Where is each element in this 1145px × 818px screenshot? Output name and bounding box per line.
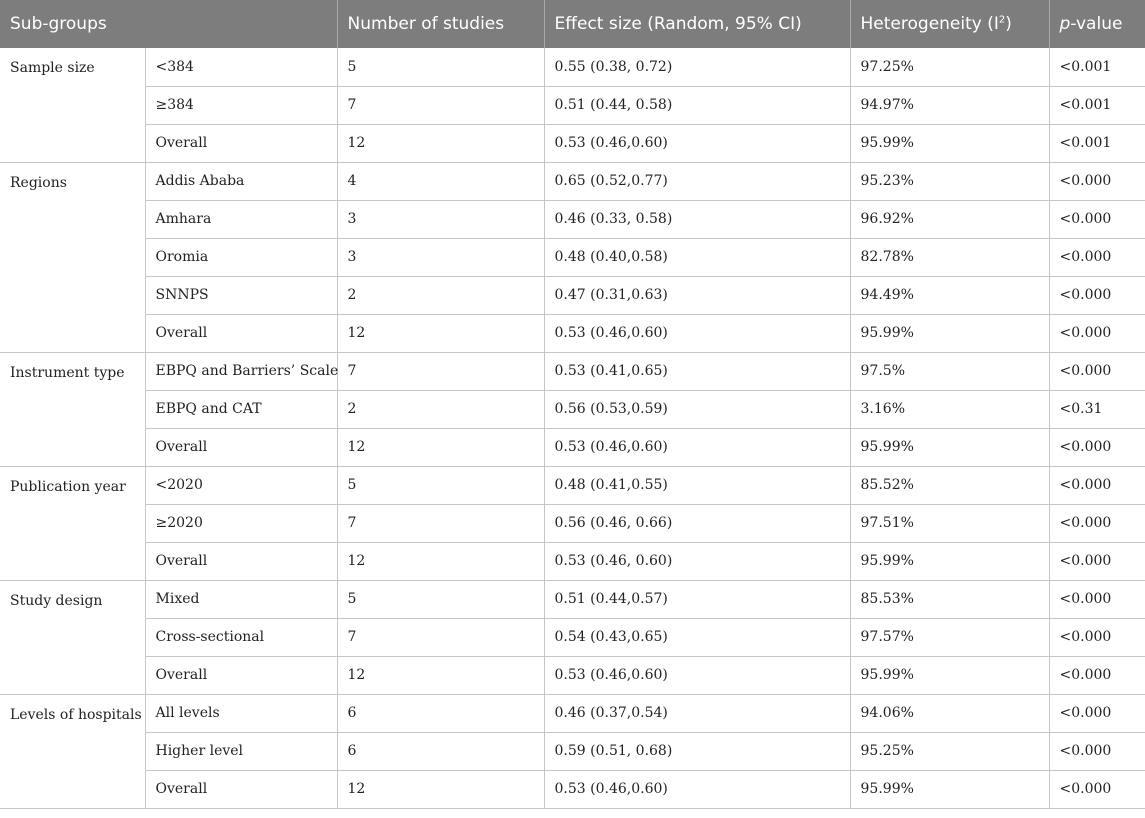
effect-size: 0.48 (0.41,0.55) [544,466,850,504]
effect-size: 0.46 (0.37,0.54) [544,694,850,732]
number-of-studies: 6 [337,732,544,770]
heterogeneity: 82.78% [850,238,1049,276]
heterogeneity: 94.97% [850,86,1049,124]
p-value: <0.000 [1049,428,1145,466]
p-value: <0.000 [1049,504,1145,542]
number-of-studies: 7 [337,86,544,124]
header-heterogeneity [850,0,1049,48]
heterogeneity: 85.53% [850,580,1049,618]
group-name: Levels of hospitals [0,694,145,808]
number-of-studies: 12 [337,124,544,162]
heterogeneity: 85.52% [850,466,1049,504]
header-heterogeneity-superscript: 2 [998,14,1006,26]
p-value: <0.000 [1049,580,1145,618]
table-row [0,428,1145,466]
p-value: <0.001 [1049,48,1145,86]
subgroup-label: <2020 [145,466,337,504]
p-value: <0.001 [1049,86,1145,124]
effect-size: 0.53 (0.46,0.60) [544,770,850,808]
number-of-studies: 7 [337,352,544,390]
number-of-studies: 2 [337,276,544,314]
effect-size: 0.53 (0.46,0.60) [544,428,850,466]
number-of-studies: 12 [337,428,544,466]
header-effect-size: Effect size (Random, 95% CI) [544,0,850,48]
group-name: Instrument type [0,352,145,466]
header-subgroups: Sub-groups [0,0,337,48]
number-of-studies: 4 [337,162,544,200]
p-value: <0.000 [1049,276,1145,314]
subgroup-label: ≥384 [145,86,337,124]
number-of-studies: 5 [337,48,544,86]
effect-size: 0.53 (0.46,0.60) [544,314,850,352]
effect-size: 0.55 (0.38, 0.72) [544,48,850,86]
effect-size: 0.53 (0.46,0.60) [544,656,850,694]
number-of-studies: 6 [337,694,544,732]
heterogeneity: 95.99% [850,124,1049,162]
p-value: <0.000 [1049,162,1145,200]
heterogeneity: 95.99% [850,542,1049,580]
subgroup-label: Overall [145,656,337,694]
table-row [0,656,1145,694]
heterogeneity: 97.57% [850,618,1049,656]
table-row [0,86,1145,124]
heterogeneity: 94.06% [850,694,1049,732]
table-row [0,732,1145,770]
subgroup-label: Overall [145,542,337,580]
header-p-letter: p [1059,14,1071,34]
table-row [0,504,1145,542]
subgroup-label: All levels [145,694,337,732]
heterogeneity: 97.25% [850,48,1049,86]
effect-size: 0.51 (0.44,0.57) [544,580,850,618]
header-row [0,0,1145,48]
number-of-studies: 2 [337,390,544,428]
heterogeneity: 94.49% [850,276,1049,314]
table-header [0,0,1145,48]
table-row [0,276,1145,314]
heterogeneity: 3.16% [850,390,1049,428]
subgroup-label: EBPQ and CAT [145,390,337,428]
effect-size: 0.59 (0.51, 0.68) [544,732,850,770]
header-p-value-text: -value [1070,14,1123,34]
table-row [0,314,1145,352]
effect-size: 0.47 (0.31,0.63) [544,276,850,314]
heterogeneity: 95.99% [850,656,1049,694]
subgroup-label: SNNPS [145,276,337,314]
table-row [0,466,1145,504]
p-value: <0.000 [1049,352,1145,390]
effect-size: 0.53 (0.46, 0.60) [544,542,850,580]
subgroup-label: Overall [145,124,337,162]
table-row [0,162,1145,200]
number-of-studies: 12 [337,542,544,580]
table-row [0,48,1145,86]
header-number-of-studies: Number of studies [337,0,544,48]
p-value: <0.000 [1049,542,1145,580]
group-name: Sample size [0,48,145,162]
p-value: <0.000 [1049,314,1145,352]
table-row [0,124,1145,162]
table-row [0,694,1145,732]
p-value: <0.000 [1049,466,1145,504]
heterogeneity: 95.99% [850,770,1049,808]
effect-size: 0.48 (0.40,0.58) [544,238,850,276]
table-row [0,542,1145,580]
subgroup-label: Oromia [145,238,337,276]
effect-size: 0.65 (0.52,0.77) [544,162,850,200]
subgroup-label: Mixed [145,580,337,618]
number-of-studies: 3 [337,200,544,238]
subgroup-label: EBPQ and Barriers’ Scale [145,352,337,390]
effect-size: 0.56 (0.46, 0.66) [544,504,850,542]
group-name: Publication year [0,466,145,580]
table-row [0,238,1145,276]
group-name: Regions [0,162,145,352]
p-value: <0.000 [1049,238,1145,276]
number-of-studies: 3 [337,238,544,276]
number-of-studies: 7 [337,618,544,656]
table-row [0,352,1145,390]
group-name: Study design [0,580,145,694]
heterogeneity: 96.92% [850,200,1049,238]
p-value: <0.001 [1049,124,1145,162]
effect-size: 0.54 (0.43,0.65) [544,618,850,656]
number-of-studies: 5 [337,466,544,504]
effect-size: 0.56 (0.53,0.59) [544,390,850,428]
effect-size: 0.51 (0.44, 0.58) [544,86,850,124]
subgroup-label: Addis Ababa [145,162,337,200]
heterogeneity: 95.25% [850,732,1049,770]
subgroup-label: Overall [145,428,337,466]
number-of-studies: 7 [337,504,544,542]
subgroup-label: <384 [145,48,337,86]
number-of-studies: 12 [337,770,544,808]
effect-size: 0.53 (0.41,0.65) [544,352,850,390]
subgroup-label: Amhara [145,200,337,238]
subgroup-label: Cross-sectional [145,618,337,656]
effect-size: 0.53 (0.46,0.60) [544,124,850,162]
p-value: <0.000 [1049,200,1145,238]
heterogeneity: 97.51% [850,504,1049,542]
table-row [0,390,1145,428]
heterogeneity: 97.5% [850,352,1049,390]
p-value: <0.000 [1049,694,1145,732]
p-value: <0.31 [1049,390,1145,428]
table-row [0,200,1145,238]
table-row [0,618,1145,656]
effect-size: 0.46 (0.33, 0.58) [544,200,850,238]
subgroup-label: Overall [145,770,337,808]
p-value: <0.000 [1049,770,1145,808]
header-heterogeneity-text: Heterogeneity (I [860,14,999,34]
subgroup-label: Higher level [145,732,337,770]
subgroup-label: Overall [145,314,337,352]
number-of-studies: 12 [337,314,544,352]
heterogeneity: 95.99% [850,428,1049,466]
p-value: <0.000 [1049,618,1145,656]
number-of-studies: 5 [337,580,544,618]
table-row [0,580,1145,618]
p-value: <0.000 [1049,656,1145,694]
table-row [0,770,1145,808]
header-p-value [1049,0,1145,48]
heterogeneity: 95.99% [850,314,1049,352]
table-body [0,48,1145,808]
number-of-studies: 12 [337,656,544,694]
p-value: <0.000 [1049,732,1145,770]
subgroup-label: ≥2020 [145,504,337,542]
header-heterogeneity-close: ) [1005,14,1012,34]
heterogeneity: 95.23% [850,162,1049,200]
